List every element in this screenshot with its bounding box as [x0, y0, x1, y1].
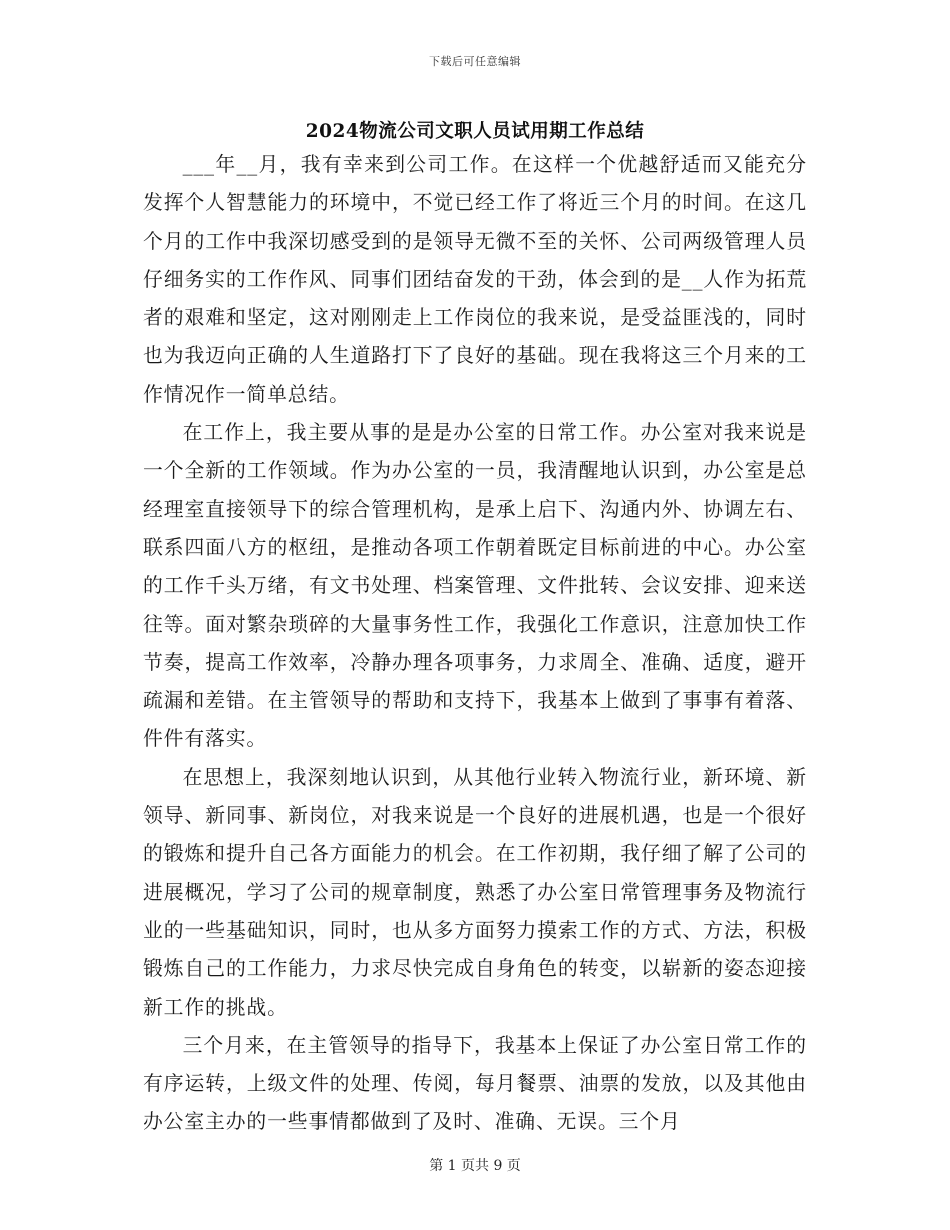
page-number: 第 1 页共 9 页	[429, 1158, 521, 1174]
header-note: 下载后可任意编辑	[429, 55, 521, 68]
document-body	[143, 146, 807, 1142]
paragraph-3: 在思想上，我深刻地认识到，从其他行业转入物流行业，新环境、新领导、新同事、新岗位，对我来说是一个良好的进展机遇，也是一个很好的锻炼和提升自己各方面能力的机会。在工作初期，我仔细了解了公司的进展概况，学习了公司的规章制度，熟悉了办公室日常管理事务及物流行业的一些基础知识，同时，也从多方面努力摸索工作的方式、方法，积极锻炼自己的工作能力，力求尽快完成自身角色的转变，以崭新的姿态迎接新工作的挑战。	[143, 765, 807, 1019]
paragraph-1: ___年__月，我有幸来到公司工作。在这样一个优越舒适而又能充分发挥个人智慧能力的环境中，不觉已经工作了将近三个月的时间。在这几个月的工作中我深切感受到的是领导无微不至的关怀、公司两级管理人员仔细务实的工作作风、同事们团结奋发的干劲，体会到的是__人作为拓荒者的艰难和坚定，这对刚刚走上工作岗位的我来说，是受益匪浅的，同时也为我迈向正确的人生道路打下了良好的基础。现在我将这三个月来的工作情况作一简单总结。	[143, 153, 807, 406]
paragraph-2: 在工作上，我主要从事的是是办公室的日常工作。办公室对我来说是一个全新的工作领域。作为办公室的一员，我清醒地认识到，办公室是总经理室直接领导下的综合管理机构，是承上启下、沟通内外、协调左右、联系四面八方的枢纽，是推动各项工作朝着既定目标前进的中心。办公室的工作千头万绪，有文书处理、档案管理、文件批转、会议安排、迎来送往等。面对繁杂琐碎的大量事务性工作，我强化工作意识，注意加快工作节奏，提高工作效率，冷静办理各项事务，力求周全、准确、适度，避开疏漏和差错。在主管领导的帮助和支持下，我基本上做到了事事有着落、件件有落实。	[143, 421, 807, 751]
paragraph-4: 三个月来，在主管领导的指导下，我基本上保证了办公室日常工作的有序运转，上级文件的处理、传阅，每月餐票、油票的发放，以及其他由办公室主办的一些事情都做到了及时、准确、无误。三个月	[143, 1033, 807, 1134]
document-title: 2024物流公司文职人员试用期工作总结	[305, 121, 645, 142]
